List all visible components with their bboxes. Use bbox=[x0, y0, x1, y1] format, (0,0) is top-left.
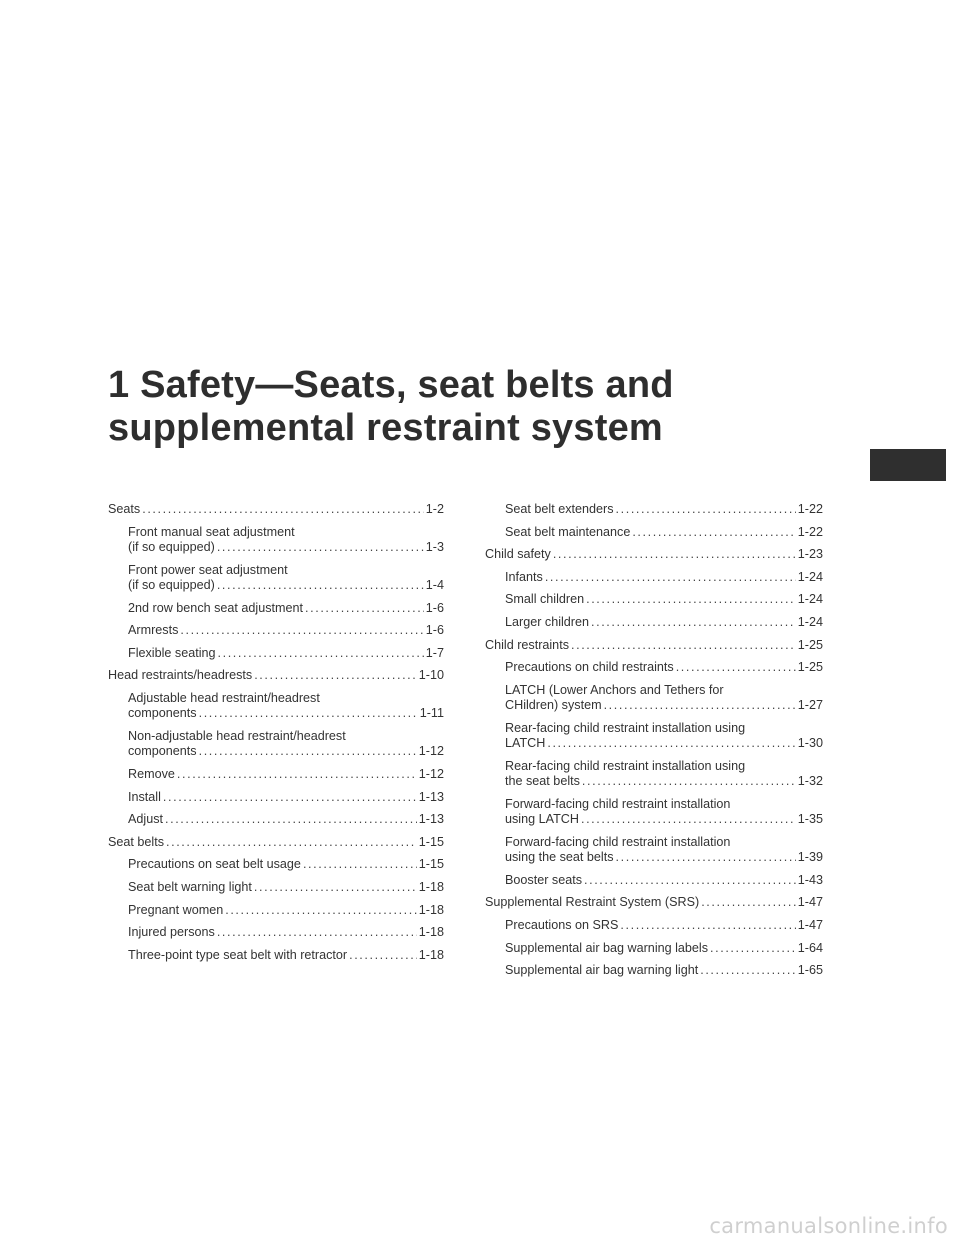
toc-entry-title: the seat belts bbox=[505, 774, 580, 789]
toc-right-column bbox=[485, 502, 823, 986]
dot-leader bbox=[604, 698, 796, 713]
dot-leader bbox=[199, 744, 417, 759]
toc-entry-row bbox=[505, 698, 823, 713]
dot-leader bbox=[142, 502, 424, 517]
toc-entry-page: 1-35 bbox=[797, 812, 823, 827]
chapter-title bbox=[108, 364, 674, 450]
toc-entry-title: Small children bbox=[505, 592, 585, 607]
toc-entry-row bbox=[128, 540, 444, 555]
dot-leader bbox=[584, 873, 796, 888]
toc-entry-seat-belt-extenders[interactable] bbox=[485, 502, 823, 517]
toc-entry-page: 1-30 bbox=[797, 736, 823, 751]
toc-entry-title: Seat belt maintenance bbox=[505, 524, 631, 539]
toc-entry-page: 1-47 bbox=[797, 895, 823, 910]
toc-entry-page: 1-25 bbox=[797, 637, 823, 652]
toc-entry-title: Larger children bbox=[505, 614, 590, 629]
toc-entry-page: 1-18 bbox=[418, 879, 444, 894]
toc-entry-page: 1-15 bbox=[418, 857, 444, 872]
dot-leader bbox=[591, 615, 796, 630]
toc-entry-row bbox=[108, 835, 444, 850]
toc-entry-title: Seats bbox=[108, 502, 141, 516]
toc-entry-row bbox=[505, 774, 823, 789]
toc-entry-page: 1-7 bbox=[425, 645, 444, 660]
toc-entry-row bbox=[505, 615, 823, 630]
dot-leader bbox=[545, 570, 796, 585]
toc-entry-page: 1-18 bbox=[418, 925, 444, 940]
toc-entry-page: 1-13 bbox=[418, 789, 444, 804]
dot-leader bbox=[571, 638, 796, 653]
dot-leader bbox=[701, 895, 796, 910]
toc-entry-row bbox=[505, 812, 823, 827]
dot-leader bbox=[225, 903, 417, 918]
toc-entry-row bbox=[505, 941, 823, 956]
toc-entry-three-point-type-seat-belt-with-retractor[interactable] bbox=[108, 948, 444, 963]
dot-leader bbox=[163, 790, 417, 805]
toc-entry-title: (if so equipped) bbox=[128, 578, 215, 592]
toc-entry-title: LATCH bbox=[505, 736, 546, 751]
toc-entry-seat-belts[interactable] bbox=[108, 835, 444, 850]
toc-entry-row bbox=[505, 850, 823, 865]
toc-entry-row bbox=[128, 706, 444, 721]
toc-entry-title: Precautions on SRS bbox=[505, 917, 619, 932]
dot-leader bbox=[616, 850, 796, 865]
toc-entry-title: Supplemental air bag warning labels bbox=[505, 940, 709, 955]
toc-entry-title-line: Adjustable head restraint/headrest bbox=[128, 690, 320, 705]
toc-entry-page: 1-25 bbox=[797, 660, 823, 675]
toc-entry-precautions-on-child-restraints[interactable] bbox=[485, 660, 823, 675]
watermark: carmanualsonline.info bbox=[709, 1214, 948, 1238]
toc-entry-page: 1-64 bbox=[797, 940, 823, 955]
toc-entry-title: Supplemental air bag warning light bbox=[505, 963, 699, 978]
dot-leader bbox=[180, 623, 423, 638]
toc-entry-title: Remove bbox=[128, 766, 175, 781]
dot-leader bbox=[616, 502, 796, 517]
toc-entry-larger-children[interactable] bbox=[485, 615, 823, 630]
toc-entry-title-line: Forward-facing child restraint installation bbox=[505, 834, 731, 849]
toc-entry-page: 1-24 bbox=[797, 614, 823, 629]
toc-entry-row bbox=[128, 857, 444, 872]
toc-entry-pregnant-women[interactable] bbox=[108, 903, 444, 918]
toc-entry-row bbox=[128, 880, 444, 895]
dot-leader bbox=[553, 547, 796, 562]
toc-entry-supplemental-air-bag-warning-light[interactable] bbox=[485, 963, 823, 978]
toc-entry-non-adjustable-head-restraint-headrest-components[interactable] bbox=[108, 729, 444, 760]
toc-entry-title: Child restraints bbox=[485, 637, 569, 652]
dot-leader bbox=[199, 706, 418, 721]
toc-entry-precautions-on-seat-belt-usage[interactable] bbox=[108, 857, 444, 872]
toc-entry-title: Flexible seating bbox=[128, 645, 216, 660]
toc-entry-title: components bbox=[128, 744, 197, 759]
dot-leader bbox=[303, 857, 417, 872]
toc-entry-front-power-seat-adjustment-if-so-equipped[interactable] bbox=[108, 563, 444, 594]
toc-entry-page: 1-43 bbox=[797, 872, 823, 887]
toc-entry-injured-persons[interactable] bbox=[108, 925, 444, 940]
dot-leader bbox=[166, 835, 417, 850]
dot-leader bbox=[165, 812, 417, 827]
toc-entry-row bbox=[485, 895, 823, 910]
toc-entry-row bbox=[505, 963, 823, 978]
toc-entry-page: 1-18 bbox=[418, 947, 444, 962]
toc-entry-install[interactable] bbox=[108, 790, 444, 805]
toc-entry-row bbox=[128, 578, 444, 593]
toc-entry-child-safety[interactable] bbox=[485, 547, 823, 562]
toc-entry-page: 1-15 bbox=[418, 834, 444, 849]
dot-leader bbox=[218, 646, 424, 661]
dot-leader bbox=[710, 941, 796, 956]
dot-leader bbox=[620, 918, 795, 933]
toc-entry-booster-seats[interactable] bbox=[485, 873, 823, 888]
toc-entry-row bbox=[128, 790, 444, 805]
toc-entry-page: 1-18 bbox=[418, 902, 444, 917]
dot-leader bbox=[254, 880, 417, 895]
toc-entry-title: using the seat belts bbox=[505, 850, 614, 865]
chapter-title-line-2: supplemental restraint system bbox=[108, 407, 663, 449]
toc-entry-forward-facing-child-restraint-installation-using-the-seat-belts[interactable] bbox=[485, 835, 823, 866]
toc-entry-adjust[interactable] bbox=[108, 812, 444, 827]
toc-entry-page: 1-24 bbox=[797, 592, 823, 607]
toc-entry-title: Seat belt extenders bbox=[505, 502, 614, 516]
dot-leader bbox=[217, 540, 424, 555]
toc-entry-row bbox=[128, 646, 444, 661]
toc-entry-title: Child safety bbox=[485, 547, 551, 562]
toc-entry-row bbox=[505, 660, 823, 675]
toc-entry-title-line: Front manual seat adjustment bbox=[128, 524, 295, 539]
toc-entry-2nd-row-bench-seat-adjustment[interactable] bbox=[108, 601, 444, 616]
dot-leader bbox=[547, 736, 795, 751]
toc-entry-row bbox=[128, 948, 444, 963]
toc-entry-head-restraints-headrests[interactable] bbox=[108, 668, 444, 683]
toc-entry-infants[interactable] bbox=[485, 570, 823, 585]
toc-entry-title: Injured persons bbox=[128, 925, 215, 940]
toc-entry-flexible-seating[interactable] bbox=[108, 646, 444, 661]
toc-entry-title-line: Forward-facing child restraint installation bbox=[505, 796, 731, 811]
toc-entry-row bbox=[505, 502, 823, 517]
toc-entry-supplemental-restraint-system-srs[interactable] bbox=[485, 895, 823, 910]
toc-entry-title: Install bbox=[128, 789, 161, 804]
toc-entry-armrests[interactable] bbox=[108, 623, 444, 638]
toc-entry-title: Infants bbox=[505, 569, 543, 584]
toc-entry-row bbox=[108, 502, 444, 517]
toc-entry-title: Precautions on seat belt usage bbox=[128, 857, 301, 872]
toc-entry-title: Head restraints/headrests bbox=[108, 668, 253, 683]
toc-entry-remove[interactable] bbox=[108, 767, 444, 782]
dot-leader bbox=[581, 812, 796, 827]
toc-entry-row bbox=[505, 918, 823, 933]
toc-entry-page: 1-10 bbox=[418, 668, 444, 683]
toc-entry-seat-belt-warning-light[interactable] bbox=[108, 880, 444, 895]
toc-entry-page: 1-2 bbox=[425, 502, 444, 516]
dot-leader bbox=[217, 925, 417, 940]
toc-entry-title: (if so equipped) bbox=[128, 540, 215, 554]
toc-entry-small-children[interactable] bbox=[485, 592, 823, 607]
toc-entry-row bbox=[505, 736, 823, 751]
toc-entry-title-line: Rear-facing child restraint installation using bbox=[505, 720, 746, 735]
toc-entry-page: 1-22 bbox=[797, 502, 823, 516]
toc-entry-title: 2nd row bench seat adjustment bbox=[128, 600, 304, 615]
toc-entry-row bbox=[505, 592, 823, 607]
toc-entry-page: 1-65 bbox=[797, 963, 823, 978]
dot-leader bbox=[700, 963, 796, 978]
toc-entry-rear-facing-child-restraint-installation-using-latch[interactable] bbox=[485, 721, 823, 752]
toc-entry-front-manual-seat-adjustment-if-so-equipped[interactable] bbox=[108, 525, 444, 556]
toc-entry-seat-belt-maintenance[interactable] bbox=[485, 525, 823, 540]
toc-entry-row bbox=[108, 668, 444, 683]
toc-entry-rear-facing-child-restraint-installation-using-the-seat-belts[interactable] bbox=[485, 759, 823, 790]
toc-entry-title: CHildren) system bbox=[505, 698, 602, 713]
toc-entry-page: 1-13 bbox=[418, 812, 444, 827]
toc-entry-seats[interactable] bbox=[108, 502, 444, 517]
toc-entry-title: Three-point type seat belt with retractor bbox=[128, 947, 348, 962]
toc-entry-title: components bbox=[128, 706, 197, 721]
chapter-title-line-1: 1 Safety—Seats, seat belts and bbox=[108, 364, 674, 406]
toc-entry-row bbox=[128, 903, 444, 918]
dot-leader bbox=[305, 601, 424, 616]
toc-entry-title: Booster seats bbox=[505, 872, 583, 887]
toc-entry-title: Pregnant women bbox=[128, 902, 224, 917]
toc-entry-page: 1-47 bbox=[797, 917, 823, 932]
toc-entry-row bbox=[485, 547, 823, 562]
toc-left-column bbox=[108, 502, 444, 970]
toc-entry-row bbox=[505, 873, 823, 888]
toc-entry-title: Seat belts bbox=[108, 834, 165, 849]
toc-entry-supplemental-air-bag-warning-labels[interactable] bbox=[485, 941, 823, 956]
toc-entry-page: 1-12 bbox=[418, 766, 444, 781]
toc-entry-page: 1-6 bbox=[425, 623, 444, 638]
toc-entry-title: Seat belt warning light bbox=[128, 879, 252, 894]
toc-entry-page: 1-24 bbox=[797, 569, 823, 584]
toc-entry-title-line: Non-adjustable head restraint/headrest bbox=[128, 728, 346, 743]
toc-entry-title: Adjust bbox=[128, 812, 164, 827]
dot-leader bbox=[676, 660, 796, 675]
toc-entry-adjustable-head-restraint-headrest-components[interactable] bbox=[108, 691, 444, 722]
toc-entry-page: 1-22 bbox=[797, 524, 823, 539]
dot-leader bbox=[217, 578, 424, 593]
toc-entry-row bbox=[128, 744, 444, 759]
dot-leader bbox=[586, 592, 796, 607]
toc-entry-row bbox=[128, 623, 444, 638]
toc-entry-page: 1-27 bbox=[797, 698, 823, 713]
toc-entry-page: 1-39 bbox=[797, 850, 823, 865]
toc-entry-title-line: Front power seat adjustment bbox=[128, 562, 288, 577]
chapter-tab-marker bbox=[870, 449, 946, 481]
toc-entry-row bbox=[128, 767, 444, 782]
toc-entry-child-restraints[interactable] bbox=[485, 638, 823, 653]
toc-entry-title-line: Rear-facing child restraint installation using bbox=[505, 758, 746, 773]
toc-entry-page: 1-11 bbox=[419, 706, 444, 721]
toc-entry-row bbox=[128, 925, 444, 940]
dot-leader bbox=[254, 668, 417, 683]
toc-entry-page: 1-6 bbox=[425, 600, 444, 615]
toc-entry-row bbox=[505, 570, 823, 585]
toc-entry-row bbox=[505, 525, 823, 540]
toc-entry-title-line: LATCH (Lower Anchors and Tethers for bbox=[505, 682, 724, 697]
dot-leader bbox=[582, 774, 796, 789]
toc-entry-row bbox=[128, 812, 444, 827]
toc-entry-precautions-on-srs[interactable] bbox=[485, 918, 823, 933]
toc-entry-page: 1-4 bbox=[425, 578, 444, 592]
toc-entry-page: 1-3 bbox=[425, 540, 444, 554]
toc-entry-row bbox=[128, 601, 444, 616]
toc-entry-title: Precautions on child restraints bbox=[505, 660, 674, 675]
dot-leader bbox=[177, 767, 417, 782]
toc-entry-page: 1-12 bbox=[418, 744, 444, 759]
toc-entry-title: Armrests bbox=[128, 623, 179, 638]
dot-leader bbox=[349, 948, 417, 963]
toc-entry-page: 1-32 bbox=[797, 774, 823, 789]
toc-entry-page: 1-23 bbox=[797, 547, 823, 562]
dot-leader bbox=[632, 525, 795, 540]
toc-entry-row bbox=[485, 638, 823, 653]
toc-entry-title: using LATCH bbox=[505, 812, 579, 827]
toc-entry-forward-facing-child-restraint-installation-using-latch[interactable] bbox=[485, 797, 823, 828]
toc-entry-latch-lower-anchors-and-tethers-for-children-system[interactable] bbox=[485, 683, 823, 714]
toc-entry-title: Supplemental Restraint System (SRS) bbox=[485, 895, 700, 910]
